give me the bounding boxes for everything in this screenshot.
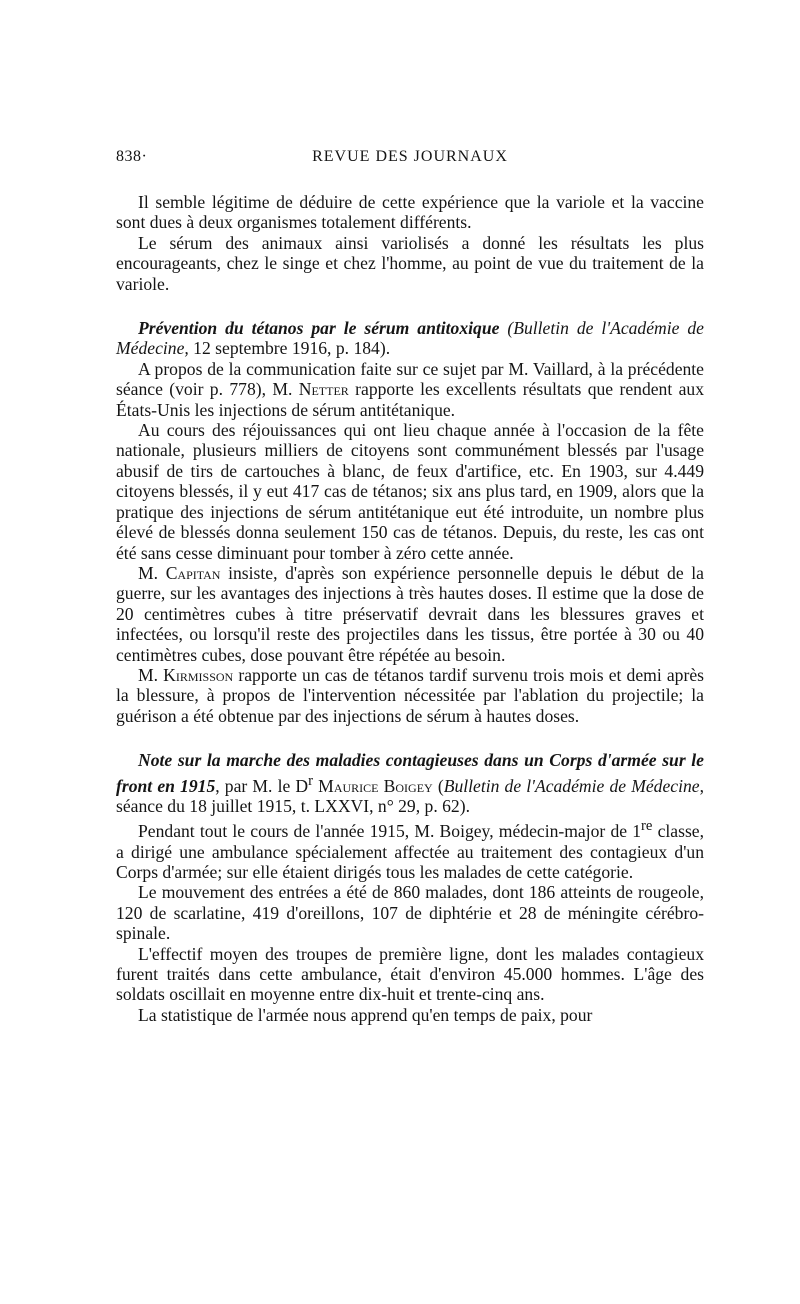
article-title-date: 12 septembre 1916, p. 184). (193, 338, 391, 359)
superscript: r (308, 772, 314, 789)
intro-section (116, 192, 704, 294)
article-title (116, 318, 704, 359)
page-header (116, 148, 704, 174)
intro-paragraph-1: Il semble légitime de déduire de cette expérience que la variole et la vaccine sont dues à deux organismes totalement différents. (116, 192, 704, 233)
running-title: REVUE DES JOURNAUX (312, 148, 508, 165)
journal-name: Bulletin de l'Académie de Médecine (443, 775, 700, 796)
author-name: Capitan (165, 562, 221, 583)
article-paragraph: Le mouvement des entrées a été de 860 malades, dont 186 atteints de rougeole, 120 de scarlatine, 419 d'oreillons, 107 de diphtérie et 28 de méningite cérébro-spinale. (116, 882, 704, 944)
article-title-main: Prévention du tétanos par le sérum antitoxique (138, 318, 500, 339)
author-name: Netter (298, 379, 349, 400)
text-span: M. (138, 664, 164, 685)
article-tetanos (116, 318, 704, 726)
article-title (116, 750, 704, 816)
text-span: ( (432, 775, 444, 796)
article-paragraph: L'effectif moyen des troupes de première ligne, dont les malades contagieux furent traités dans cette ambulance, était d'environ 45.000 hommes. L'âge des soldats oscillait en moyenne entre dix-huit et trente-cinq ans. (116, 943, 704, 1005)
text-span: , par M. le D (215, 775, 309, 796)
text-span: classe, a dirigé une ambulance spécialement affectée au traitement des contagieux d'un Corps d'armée; sur elle étaient dirigés tous les malades de cette catégorie. (116, 821, 704, 882)
article-maladies-contagieuses (116, 750, 704, 1025)
article-paragraph (116, 563, 704, 665)
text-span: rapporte un cas de tétanos tardif survenu trois mois et demi après la blessure, à propos de l'intervention nécessitée par l'ablation du projectile; la guérison a été obtenue par des injections de sérum à hautes doses. (116, 664, 704, 726)
superscript: re (641, 818, 653, 835)
text-span: A propos de la communication faite sur ce sujet par M. Vaillard, à la précédente séance (voir p. 778), M. (116, 358, 704, 400)
article-title-main: Note sur la marche des maladies contagieuses dans un Corps d'armée sur le front en 1915 (116, 750, 704, 796)
article-paragraph: La statistique de l'armée nous apprend qu'en temps de paix, pour (138, 1004, 593, 1025)
text-span: M. (138, 562, 166, 583)
author-name: Kirmisson (163, 664, 234, 685)
article-title-source: (Bulletin de l'Académie de Médecine, (116, 318, 704, 359)
article-paragraph (116, 359, 704, 420)
article-paragraph (116, 665, 704, 726)
intro-paragraph-2: Le sérum des animaux ainsi variolisés a donné les résultats les plus encourageants, chez le singe et chez l'homme, au point de vue du traitement de la variole. (116, 232, 704, 294)
author-name: Maurice Boigey (313, 775, 433, 796)
article-paragraph: Au cours des réjouissances qui ont lieu chaque année à l'occasion de la fête nationale, plusieurs milliers de citoyens sont communément blessés par l'usage abusif de tirs de cartouches à blanc, de feux d'artifice, etc. En 1903, sur 4.449 citoyens blessés, il y eut 417 cas de tétanos; six ans plus tard, en 1909, alors que la pratique des injections de sérum antitétanique eut été introduite, un nombre plus élevé de blessés donna seulement 150 cas de tétanos. Depuis, du reste, les cas ont été sans cesse diminuant pour tomber à zéro cette année. (116, 420, 704, 563)
text-span: insiste, d'après son expérience personnelle depuis le début de la guerre, sur les avantages des injections à très hautes doses. Il estime que la dose de 20 centimètres cubes à titre préservatif devrait dans les blessures graves et infectées, ou lorsqu'il reste des projectiles dans les tissus, être portée à 30 ou 40 centimètres cubes, dose pouvant être répétée au besoin. (116, 562, 704, 665)
article-paragraph (116, 816, 704, 882)
text-span: rapporte les excellents résultats que rendent aux États-Unis les injections de sérum antitétanique. (116, 379, 704, 420)
text-span: , séance du 18 juillet 1915, t. LXXVI, n° 29, p. 62). (116, 775, 704, 816)
page-number: 838· (116, 148, 148, 165)
text-span: Pendant tout le cours de l'année 1915, M. Boigey, médecin-major de 1 (138, 821, 642, 842)
